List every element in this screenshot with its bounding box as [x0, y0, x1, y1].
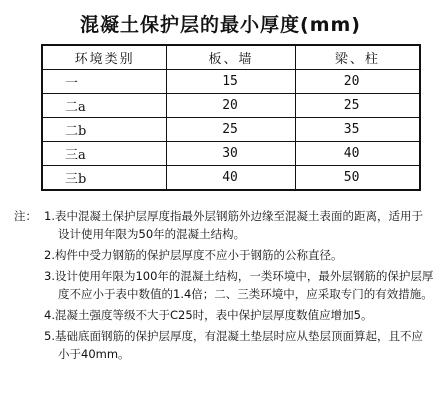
table-row [42, 94, 420, 118]
cell-category: 三b [42, 166, 167, 191]
cell-slab-wall: 15 [167, 70, 296, 94]
note-item: 2.构件中受力钢筋的保护层厚度不应小于钢筋的公称直径。 [44, 248, 343, 262]
cell-category: 一 [42, 70, 167, 94]
cell-beam-column: 25 [295, 94, 420, 118]
header-slab-wall: 板、墙 [167, 45, 296, 70]
note-item: 3.设计使用年限为100年的混凝土结构，一类环境中，最外层钢筋的保护层厚度不应小于表中数值的1.4倍；二、三类环境中，应采取专门的有效措施。 [44, 269, 434, 301]
cell-slab-wall: 40 [167, 166, 296, 191]
cell-beam-column: 40 [295, 142, 420, 166]
table-row [42, 118, 420, 142]
cell-slab-wall: 30 [167, 142, 296, 166]
cover-thickness-table [41, 44, 421, 191]
note-item: 4.混凝土强度等级不大于C25时，表中保护层厚度数值应增加5。 [44, 308, 373, 322]
cell-slab-wall: 20 [167, 94, 296, 118]
header-environment-category: 环境类别 [42, 45, 167, 70]
notes-list [14, 207, 434, 363]
cell-beam-column: 20 [295, 70, 420, 94]
note-item: 5.基础底面钢筋的保护层厚度，有混凝土垫层时应从垫层顶面算起，且不应小于40mm。 [44, 329, 423, 361]
cell-category: 三a [42, 142, 167, 166]
cell-category: 二a [42, 94, 167, 118]
table-row [42, 70, 420, 94]
table-row [42, 166, 420, 191]
notes-label: 注： [14, 209, 37, 223]
cell-category: 二b [42, 118, 167, 142]
table-row [42, 142, 420, 166]
notes-section [14, 207, 434, 366]
cell-beam-column: 50 [295, 166, 420, 191]
note-item: 1.表中混凝土保护层厚度指最外层钢筋外边缘至混凝土表面的距离，适用于设计使用年限为50年的混凝土结构。 [44, 209, 423, 241]
cell-beam-column: 35 [295, 118, 420, 142]
table-header-row [42, 45, 420, 70]
header-beam-column: 梁、柱 [295, 45, 420, 70]
cell-slab-wall: 25 [167, 118, 296, 142]
page-title: 混凝土保护层的最小厚度(mm) [80, 14, 361, 36]
